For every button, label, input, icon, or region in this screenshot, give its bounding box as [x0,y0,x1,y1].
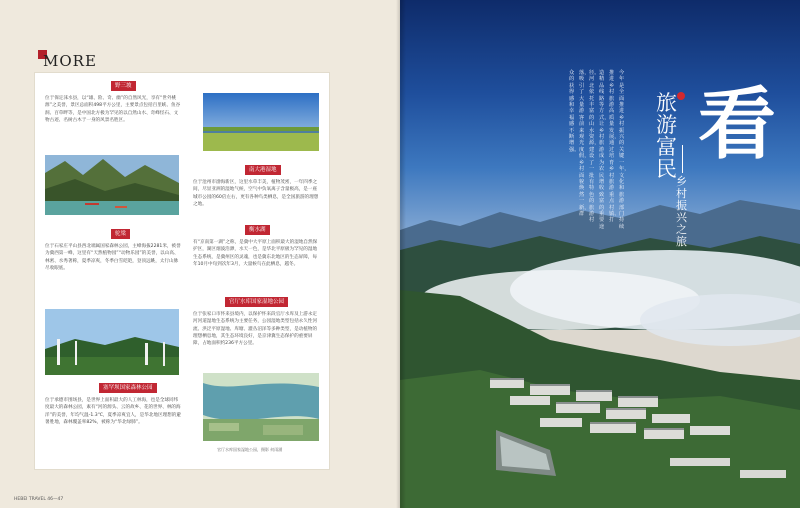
item-title-tuoliang: 驼梁 [111,229,130,239]
item-text-tuoliang: 位于石家庄平山县西北端属国家森林公园，主峰海拔2281米，被誉为冀西第一峰，这里有“天然植物园”“动物乐园”的美誉，以山高、林密、水秀著称，夏季凉爽，冬季白雪皑皑，登顶远眺，太行山脉尽收眼底。 [45,244,181,271]
body-text-column: 众的获得感和幸福感不断增强。 [569,70,580,153]
item-text-saihanba: 位于承德市围场县，是世界上面积最大的人工林海，也是全球同纬度最大的森林公园，素有“河的源头、云的故乡、花的世界、林的海洋”的美誉，年均气温-1.3℃，夏季凉爽宜人，是华北地区理想的避暑胜地，森林覆盖率82%，被称为“华北绿肺”。 [45,398,181,425]
body-text-column: 径。河北依托丰富的山水资源，建设了一批有特色的旅游村 [589,70,600,224]
item-title-hengshui-lake: 衡水湖 [245,225,270,235]
right-page [400,0,800,508]
feature-headline: 旅游富民 [656,91,677,181]
body-text-column: 落，吸引了大量游客前来观光度假，乡村面貌焕然一新，群 [579,70,590,217]
photo-caption: 官厅水库国家湿地公园，摄影 何雨涵 [217,447,283,452]
subhead-divider [682,145,683,173]
item-title-guanting: 官厅水库国家湿地公园 [225,297,288,307]
feature-title-char: 看 [698,79,777,170]
photo-nandagang-wetland [203,93,319,151]
feature-subhead: 乡村振兴之旅 [676,175,687,248]
photo-guanting-reservoir [203,373,319,441]
item-title-saihanba: 塞罕坝国家森林公园 [99,383,157,393]
content-panel [34,72,330,470]
item-title-yesanpo: 野三坡 [111,81,136,91]
footer-page-info: HEBEI TRAVEL 46—47 [14,497,64,502]
body-text-column: 推进乡村旅游高质量发展，通过培育乡村旅游重点村镇、打 [609,70,620,224]
photo-saihanba [45,309,179,375]
item-text-yesanpo: 位于保定涞水县，以“雄、险、奇、幽”的自然风光，享有“世外桃源”之美誉，景区总面积498平方公里，主要景点包括百里峡、鱼谷洞、百草畔等，是中国北方极为罕见的以自然山水、奇峰怪石、文物古迹、名树古木于一身的风景名胜区。 [45,96,181,123]
photo-yesanpo [45,155,179,215]
item-text-guanting: 位于张家口市怀来县境内，以保护怀来段官厅水库及上游永定河河道湿地生态系统为主要任务，公园湿地类型包括永久性河流、洪泛平原湿地、库塘、灌丛沼泽等多种类型，是动植物的理想栖息地，其生态环境良好，是京津冀生态保护的重要屏障，占地面积约236平方公里。 [193,312,318,347]
item-text-hengshui-lake: 有“京南第一湖”之称，是冀中大平原上面积最大的湿地自然保护区，湖区烟波浩渺，水天一色，是华北平原极为罕见的湿地生态系统，是冀州区的灵魂，也是冀东北地区的生态屏障，每年10月中旬到次年3月，大量候鸟在此栖息，越冬。 [193,240,318,267]
page-gutter [396,0,406,508]
section-title: MORE [43,52,97,70]
item-title-nandagang: 南大港湿地 [245,165,281,175]
body-text-column: 今年是全面推进乡村振兴的关键一年，文化和旅游部门持续 [619,70,630,230]
item-text-nandagang: 位于沧州市渤海新区，这里水草丰美，植物茂密，一年四季之间，尽显亚洲的湿地气候，空气中负氧离子含量极高，是一座城市公园的60倍左右，更有各种鸟类栖息，是全国旅游的理想之地。 [193,180,319,207]
body-text-column: 造精品线路等方式，让乡村旅游成为农民增收致富的重要途 [599,70,610,230]
red-seal-dot [677,92,685,100]
